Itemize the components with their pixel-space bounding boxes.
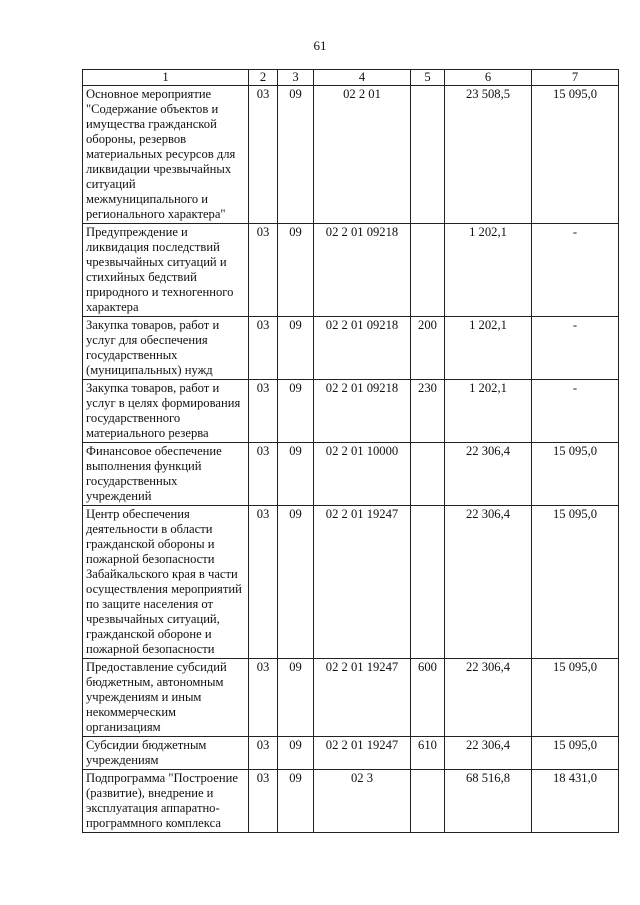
- row-target-code: 02 2 01 09218: [314, 380, 411, 443]
- row-target-code: 02 2 01: [314, 86, 411, 224]
- row-subsection: 09: [278, 506, 314, 659]
- header-col-3: 3: [278, 70, 314, 86]
- row-amount-1: 22 306,4: [445, 443, 532, 506]
- row-section: 03: [249, 659, 278, 737]
- row-amount-2: 15 095,0: [532, 86, 619, 224]
- row-expense-type: [411, 224, 445, 317]
- row-amount-2: 18 431,0: [532, 770, 619, 833]
- row-target-code: 02 2 01 09218: [314, 317, 411, 380]
- row-subsection: 09: [278, 737, 314, 770]
- row-name: Предоставление субсидий бюджетным, автономным учреждениям и иным некоммерческим организациям: [83, 659, 249, 737]
- row-subsection: 09: [278, 770, 314, 833]
- row-expense-type: [411, 770, 445, 833]
- header-col-6: 6: [445, 70, 532, 86]
- table-row: [83, 224, 619, 317]
- row-amount-1: 22 306,4: [445, 659, 532, 737]
- row-amount-1: 23 508,5: [445, 86, 532, 224]
- row-target-code: 02 2 01 19247: [314, 659, 411, 737]
- page-number: 61: [313, 38, 327, 53]
- table-row: [83, 737, 619, 770]
- row-section: 03: [249, 380, 278, 443]
- table-row: [83, 380, 619, 443]
- row-section: 03: [249, 737, 278, 770]
- header-col-1: 1: [83, 70, 249, 86]
- row-target-code: 02 2 01 19247: [314, 506, 411, 659]
- row-expense-type: [411, 443, 445, 506]
- row-section: 03: [249, 506, 278, 659]
- row-name: Закупка товаров, работ и услуг для обеспечения государственных (муниципальных) нужд: [83, 317, 249, 380]
- row-amount-1: 22 306,4: [445, 506, 532, 659]
- row-subsection: 09: [278, 380, 314, 443]
- row-name: Центр обеспечения деятельности в области гражданской обороны и пожарной безопасности Забайкальского края в части осуществления мероприятий по защите населения от чрезвычайных ситуаций, гражданской обороне и пожарной безопасности: [83, 506, 249, 659]
- row-amount-1: 1 202,1: [445, 380, 532, 443]
- row-expense-type: [411, 506, 445, 659]
- row-amount-1: 1 202,1: [445, 317, 532, 380]
- row-subsection: 09: [278, 224, 314, 317]
- row-expense-type: [411, 86, 445, 224]
- row-amount-2: 15 095,0: [532, 737, 619, 770]
- row-section: 03: [249, 443, 278, 506]
- header-col-5: 5: [411, 70, 445, 86]
- row-expense-type: 230: [411, 380, 445, 443]
- row-amount-1: 1 202,1: [445, 224, 532, 317]
- row-amount-2: -: [532, 317, 619, 380]
- row-amount-2: -: [532, 224, 619, 317]
- budget-table: [82, 69, 619, 833]
- row-target-code: 02 2 01 10000: [314, 443, 411, 506]
- row-section: 03: [249, 770, 278, 833]
- row-name: Финансовое обеспечение выполнения функций государственных учреждений: [83, 443, 249, 506]
- table-row: [83, 443, 619, 506]
- row-name: Предупреждение и ликвидация последствий чрезвычайных ситуаций и стихийных бедствий природного и техногенного характера: [83, 224, 249, 317]
- row-amount-1: 68 516,8: [445, 770, 532, 833]
- row-name: Подпрограмма "Построение (развитие), внедрение и эксплуатация аппаратно-программного комплекса: [83, 770, 249, 833]
- row-target-code: 02 3: [314, 770, 411, 833]
- row-amount-2: -: [532, 380, 619, 443]
- row-target-code: 02 2 01 19247: [314, 737, 411, 770]
- row-expense-type: 610: [411, 737, 445, 770]
- row-target-code: 02 2 01 09218: [314, 224, 411, 317]
- row-section: 03: [249, 86, 278, 224]
- row-subsection: 09: [278, 86, 314, 224]
- row-amount-2: 15 095,0: [532, 506, 619, 659]
- table-row: [83, 659, 619, 737]
- row-subsection: 09: [278, 317, 314, 380]
- row-expense-type: 200: [411, 317, 445, 380]
- row-name: Основное мероприятие "Содержание объектов и имущества гражданской обороны, резервов материальных ресурсов для ликвидации чрезвычайных ситуаций межмуниципального и регионального характера": [83, 86, 249, 224]
- row-section: 03: [249, 317, 278, 380]
- header-col-7: 7: [532, 70, 619, 86]
- row-name: Субсидии бюджетным учреждениям: [83, 737, 249, 770]
- header-col-2: 2: [249, 70, 278, 86]
- row-amount-2: 15 095,0: [532, 659, 619, 737]
- table-row: [83, 506, 619, 659]
- table-row: [83, 770, 619, 833]
- row-amount-2: 15 095,0: [532, 443, 619, 506]
- row-subsection: 09: [278, 443, 314, 506]
- row-name: Закупка товаров, работ и услуг в целях формирования государственного материального резерва: [83, 380, 249, 443]
- table-row: [83, 86, 619, 224]
- row-section: 03: [249, 224, 278, 317]
- row-amount-1: 22 306,4: [445, 737, 532, 770]
- row-subsection: 09: [278, 659, 314, 737]
- header-row: [83, 70, 619, 86]
- table-row: [83, 317, 619, 380]
- row-expense-type: 600: [411, 659, 445, 737]
- header-col-4: 4: [314, 70, 411, 86]
